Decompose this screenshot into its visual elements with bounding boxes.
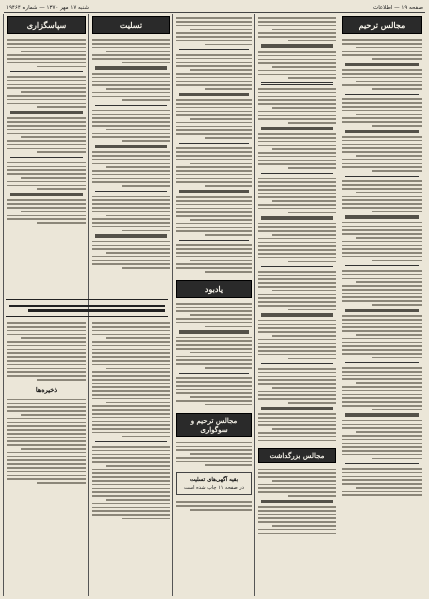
page-label: صفحه ۱۹ — اطلاعات xyxy=(373,4,423,11)
column-2-text xyxy=(255,14,339,444)
date-line: شنبه ۱۷ مهر ۱۳۷۰ — شماره ۱۹۴۶۴ xyxy=(6,4,89,11)
heading-yadbud: یادبود xyxy=(176,280,252,298)
column-4-text xyxy=(89,36,173,272)
heading-taslit: تسلیت xyxy=(92,16,170,34)
continuation-notice-box xyxy=(176,472,252,495)
heading-zakhireha: ذخیره‌ها xyxy=(35,385,58,394)
headline-banner xyxy=(6,299,168,317)
heading-majales-tarhim: مجالس ترحیم xyxy=(342,16,422,34)
heading-sepasgozari: سپاسگزاری xyxy=(7,16,86,34)
page-header xyxy=(4,3,425,13)
column-3-text xyxy=(173,14,255,276)
column-2 xyxy=(254,14,339,596)
heading-sugvari: مجالس ترحیم و سوگواری xyxy=(176,413,252,437)
heading-bozorgdasht: مجالس بزرگداشت xyxy=(258,448,336,463)
column-5-lower xyxy=(3,319,89,596)
continuation-notice-title: بقیه آگهی‌های تسلیت xyxy=(189,477,239,484)
column-1 xyxy=(339,14,425,596)
column-1-text xyxy=(339,36,425,499)
columns-area xyxy=(4,14,425,596)
column-5-text xyxy=(4,36,89,227)
column-4-lower xyxy=(88,319,173,596)
column-3 xyxy=(172,14,255,596)
continuation-notice-sub: در صفحه ۱۱ چاپ شده است xyxy=(184,485,244,492)
